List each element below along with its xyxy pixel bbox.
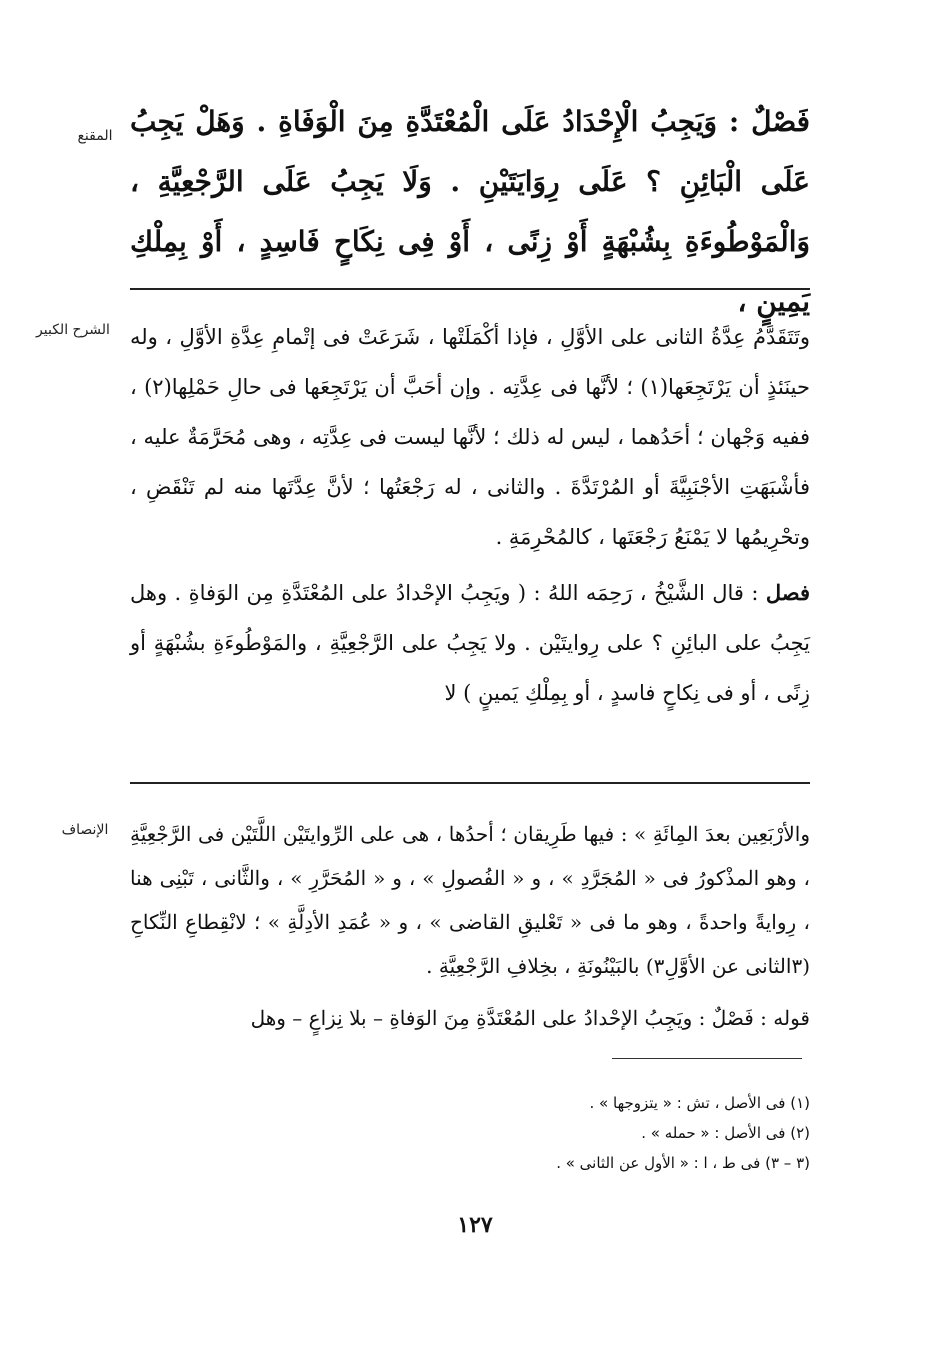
footnote: (١) فى الأصل ، تش : « يتزوجها » . bbox=[589, 1094, 810, 1112]
insaf-paragraph: والأرْبَعِين بعدَ المِائَةِ » : فيها طَرِيقان ؛ أحدُها ، هى على الرِّوايتَيْن اللَّتَيْن فى الرَّجْعِيَّةِ ، وهو المذْكورُ فى « المُجَرَّدِ » ، و « الفُصولِ » ، و « المُحَرَّرِ » ، والثَّانى ، تَبْنِى هنا ، رِوايةً واحدةً ، وهو ما فى « تَعْليقِ القاضى » ، و « عُمَدِ الأدِلَّةِ » ؛ لانْقِطاعِ النِّكاحِ (٣الثانى عن الأوَّلِ٣) بالبَيْنُونَةِ ، بخِلافِ الرَّجْعِيَّةِ . bbox=[130, 822, 810, 978]
insaf-section bbox=[130, 812, 810, 1040]
muqni-text: : وَيَجِبُ الْإِحْدَادُ عَلَى الْمُعْتَدَّةِ مِنَ الْوَفَاةِ . وَهَلْ يَجِبُ عَلَى الْبَائِنِ ؟ عَلَى رِوَايَتَيْنِ . وَلَا يَجِبُ عَلَى الرَّجْعِيَّةِ ، وَالْمَوْطُوءَةِ بِشُبْهَةٍ أَوْ زِنًى ، أَوْ فِى نِكَاحٍ فَاسِدٍ ، أَوْ بِمِلْكِ يَمِينٍ ، bbox=[130, 105, 810, 318]
insaf-label: الإنصاف bbox=[61, 822, 109, 838]
footnote-separator bbox=[612, 1058, 802, 1059]
section-divider-bottom bbox=[130, 782, 810, 784]
footnote: (٢) فى الأصل : « حمله » . bbox=[641, 1124, 810, 1142]
insaf-qawl-line: قوله : فَصْلٌ : ويَجِبُ الإحْدادُ على المُعْتَدَّةِ مِنَ الوَفاةِ – بلا نِزاعٍ – وهل bbox=[250, 1006, 810, 1030]
section-divider-top bbox=[130, 288, 810, 290]
sharh-fasl-heading: فصل bbox=[765, 580, 810, 605]
footnotes bbox=[250, 1088, 810, 1178]
footnote: (٣ – ٣) فى ط ، ا : « الأول عن الثانى » . bbox=[556, 1154, 810, 1172]
muqni-fasl-heading: فَصْلٌ bbox=[751, 105, 810, 138]
sharh-section bbox=[130, 312, 810, 718]
sharh-fasl-text: : قال الشَّيْخُ ، رَحِمَه اللهُ : ( ويَجِبُ الإحْدادُ على المُعْتَدَّةِ مِن الوَفاةِ . وهل يَجِبُ على البائِنِ ؟ على رِوايتَيْن . ولا يَجِبُ على الرَّجْعِيَّةِ ، والمَوْطُوءَةِ بشُبْهَةٍ أو زِنًى ، أو فى نِكاحٍ فاسدٍ ، أو بِمِلْكِ يَمينٍ ) لا bbox=[130, 581, 810, 705]
page-number: ١٢٧ bbox=[457, 1212, 493, 1238]
muqni-section bbox=[130, 92, 810, 332]
sharh-label: الشرح الكبير bbox=[36, 322, 110, 338]
muqni-label: المقنع bbox=[77, 128, 113, 144]
sharh-paragraph: وتَتَقَدَّمُ عِدَّةُ الثانى على الأوَّلِ ، فإذا أكْمَلَتْها ، شَرَعَتْ فى إتْمامِ عِدَّةِ الأوَّلِ ، وله حينَئذٍ أن يَرْتَجِعَها(١) ؛ لأنَّها فى عِدَّتِه . وإن أحَبَّ أن يَرْتَجِعَها فى حالِ حَمْلِها(٢) ، ففيه وَجْهان ؛ أحَدُهما ، ليس له ذلك ؛ لأنَّها ليست فى عِدَّتِه ، وهى مُحَرَّمَةٌ عليه ، فأشْبَهَتِ الأجْنَبِيَّةَ أو المُرْتَدَّةَ . والثانى ، له رَجْعَتُها ؛ لأنَّ عِدَّتَها منه لم تَنْقَضِ ، وتحْرِيمُها لا يَمْنَعُ رَجْعَتَها ، كالمُحْرِمَةِ . bbox=[130, 325, 810, 549]
sharh-fasl-paragraph bbox=[130, 568, 810, 718]
